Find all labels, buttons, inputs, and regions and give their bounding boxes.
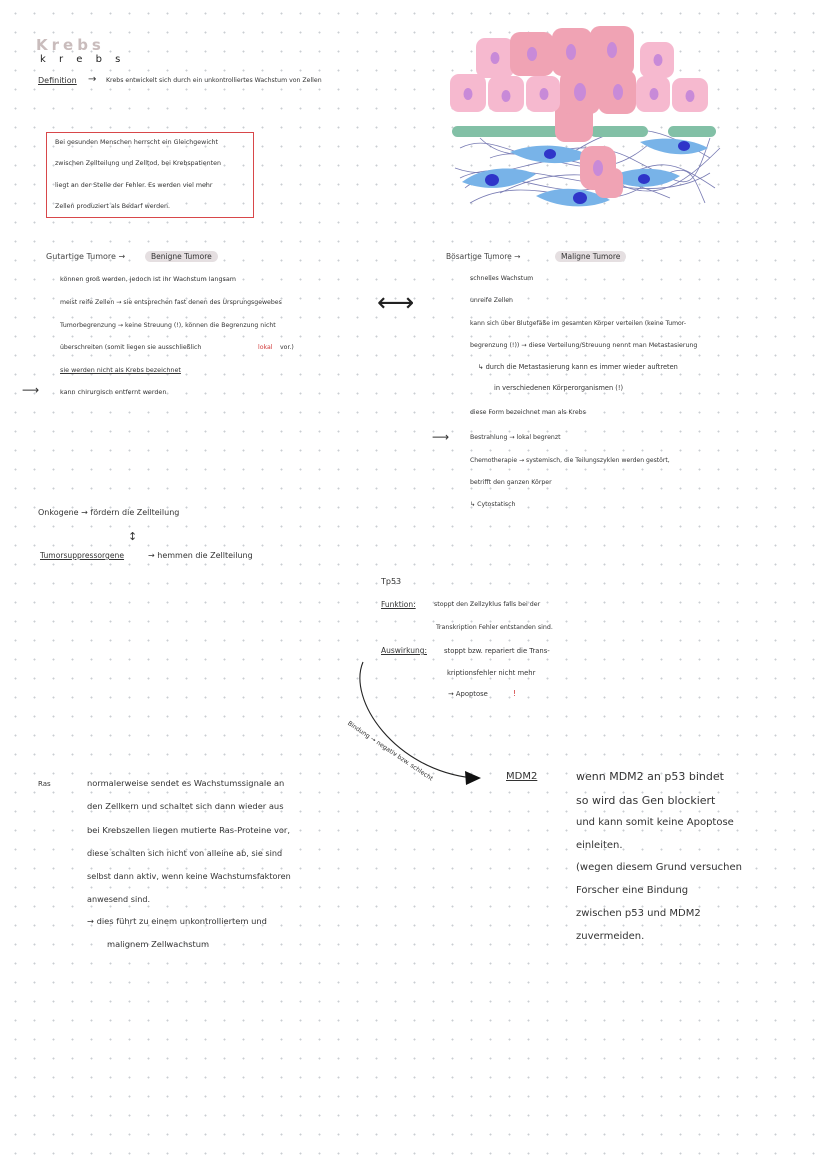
- box-line-2: zwischen Zellteilung und Zelltod, bei Krebspatienten: [55, 160, 221, 167]
- mdm2-line-6: Forscher eine Bindung: [576, 885, 689, 896]
- compare-arrow: ⟷: [377, 288, 415, 318]
- tp53-function-2: Transkription Fehler entstanden sind.: [436, 624, 553, 631]
- mdm2-line-1: wenn MDM2 an p53 bindet: [576, 770, 724, 783]
- page-title: Krebs: [36, 36, 105, 54]
- tumor-suppressor-rest: → hemmen die Zellteilung: [148, 551, 253, 560]
- definition-arrow: →: [88, 74, 97, 85]
- benign-item-3: Tumorbegrenzung → keine Streuung (!), können die Begrenzung nicht: [60, 322, 276, 329]
- malignant-item-5: ↳ durch die Metastasierung kann es immer wieder auftreten: [478, 363, 678, 371]
- malignant-item-9: Chemotherapie → systemisch, die Teilungszyklen werden gestört,: [470, 457, 670, 464]
- mdm2-line-5: (wegen diesem Grund versuchen: [576, 862, 742, 873]
- malignant-item-4: begrenzung (!)) → diese Verteilung/Streuung nennt man Metastasierung: [470, 342, 698, 349]
- benign-item-5: sie werden nicht als Krebs bezeichnet: [60, 366, 181, 374]
- curve-label: Bindung → negativ bzw. schlecht: [346, 720, 435, 783]
- ras-line-2: den Zellkern und schaltet sich dann wieder aus: [87, 801, 284, 811]
- ras-line-5: selbst dann aktiv, wenn keine Wachstumsfaktoren: [87, 871, 291, 881]
- box-line-3: liegt an der Stelle der Fehler. Es werden viel mehr: [55, 182, 213, 189]
- ras-line-1: normalerweise sendet es Wachstumssignale an: [87, 778, 285, 788]
- definition-text: Krebs entwickelt sich durch ein unkontrolliertes Wachstum von Zellen: [106, 77, 322, 84]
- benign-side-arrow: ⟶: [22, 383, 40, 397]
- malignant-heading: Bösartige Tumore →: [446, 252, 521, 261]
- benign-item-6: kann chirurgisch entfernt werden: [60, 388, 167, 396]
- ras-line-7: → dies führt zu einem unkontrolliertem und: [87, 916, 267, 926]
- malignant-item-6: in verschiedenen Körperorganismen (!): [494, 384, 624, 392]
- page-subtitle: k r e b s: [40, 54, 126, 65]
- tp53-heading: Tp53: [381, 577, 402, 586]
- tp53-effect-1: stoppt bzw. repariert die Trans-: [444, 647, 550, 655]
- tumor-cell-illustration: [440, 18, 730, 218]
- ras-line-6: anwesend sind.: [87, 894, 151, 904]
- malignant-item-1: schnelles Wachstum: [470, 275, 534, 282]
- benign-item-1: können groß werden, jedoch ist ihr Wachstum langsam: [60, 275, 236, 283]
- malignant-item-11: ↳ Cytostatisch: [470, 501, 516, 508]
- benign-badge: Benigne Tumore: [145, 251, 218, 262]
- tp53-effect-label: Auswirkung:: [381, 646, 427, 655]
- box-line-4: Zellen produziert als Bedarf werden.: [55, 203, 170, 210]
- benign-item-2: meist reife Zellen → sie entsprechen fast denen des Ursprungsgewebes: [60, 299, 282, 306]
- mdm2-label: MDM2: [506, 771, 538, 782]
- malignant-item-2: unreife Zellen: [470, 297, 513, 304]
- benign-item-4: überschreiten (somit liegen sie ausschließlich: [60, 344, 202, 351]
- malignant-badge: Maligne Tumore: [555, 251, 626, 262]
- benign-lokal-end: vor.): [280, 344, 294, 351]
- mdm2-line-7: zwischen p53 und MDM2: [576, 908, 701, 919]
- tp53-function-label: Funktion:: [381, 600, 416, 609]
- mdm2-line-4: einleiten.: [576, 840, 623, 851]
- malignant-item-8: Bestrahlung → lokal begrenzt: [470, 434, 561, 441]
- mdm2-line-3: und kann somit keine Apoptose: [576, 817, 734, 828]
- benign-lokal: lokal: [258, 344, 273, 351]
- genes-updown-arrow: ↕: [128, 530, 138, 543]
- tp53-effect-3: → Apoptose: [448, 690, 488, 698]
- mdm2-line-8: zuvermeiden.: [576, 931, 645, 942]
- malignant-side-arrow: ⟶: [432, 430, 450, 444]
- ras-line-8: malignem Zellwachstum: [107, 939, 210, 949]
- malignant-item-7: diese Form bezeichnet man als Krebs: [470, 409, 586, 416]
- malignant-item-3: kann sich über Blutgefäße im gesamten Körper verteilen (keine Tumor-: [470, 320, 687, 327]
- oncogenes-line: Onkogene → fördern die Zellteilung: [38, 508, 180, 517]
- ras-line-3: bei Krebszellen liegen mutierte Ras-Proteine vor,: [87, 825, 290, 835]
- malignant-item-10: betrifft den ganzen Körper: [470, 479, 552, 486]
- tp53-effect-bang: !: [513, 689, 517, 698]
- tumor-suppressor-label: Tumorsuppressorgene: [40, 551, 125, 560]
- definition-label: Definition: [38, 76, 77, 85]
- ras-line-4: diese schalten sich nicht von alleine ab, sie sind: [87, 848, 283, 858]
- tp53-function-1: stoppt den Zellzyklus falls bei der: [434, 601, 541, 608]
- box-line-1: Bei gesunden Menschen herrscht ein Gleichgewicht: [55, 139, 218, 146]
- tp53-effect-2: kriptionsfehler nicht mehr: [447, 669, 536, 677]
- benign-heading: Gutartige Tumore →: [46, 252, 126, 261]
- mdm2-line-2: so wird das Gen blockiert: [576, 794, 716, 807]
- ras-label: Ras: [38, 780, 51, 788]
